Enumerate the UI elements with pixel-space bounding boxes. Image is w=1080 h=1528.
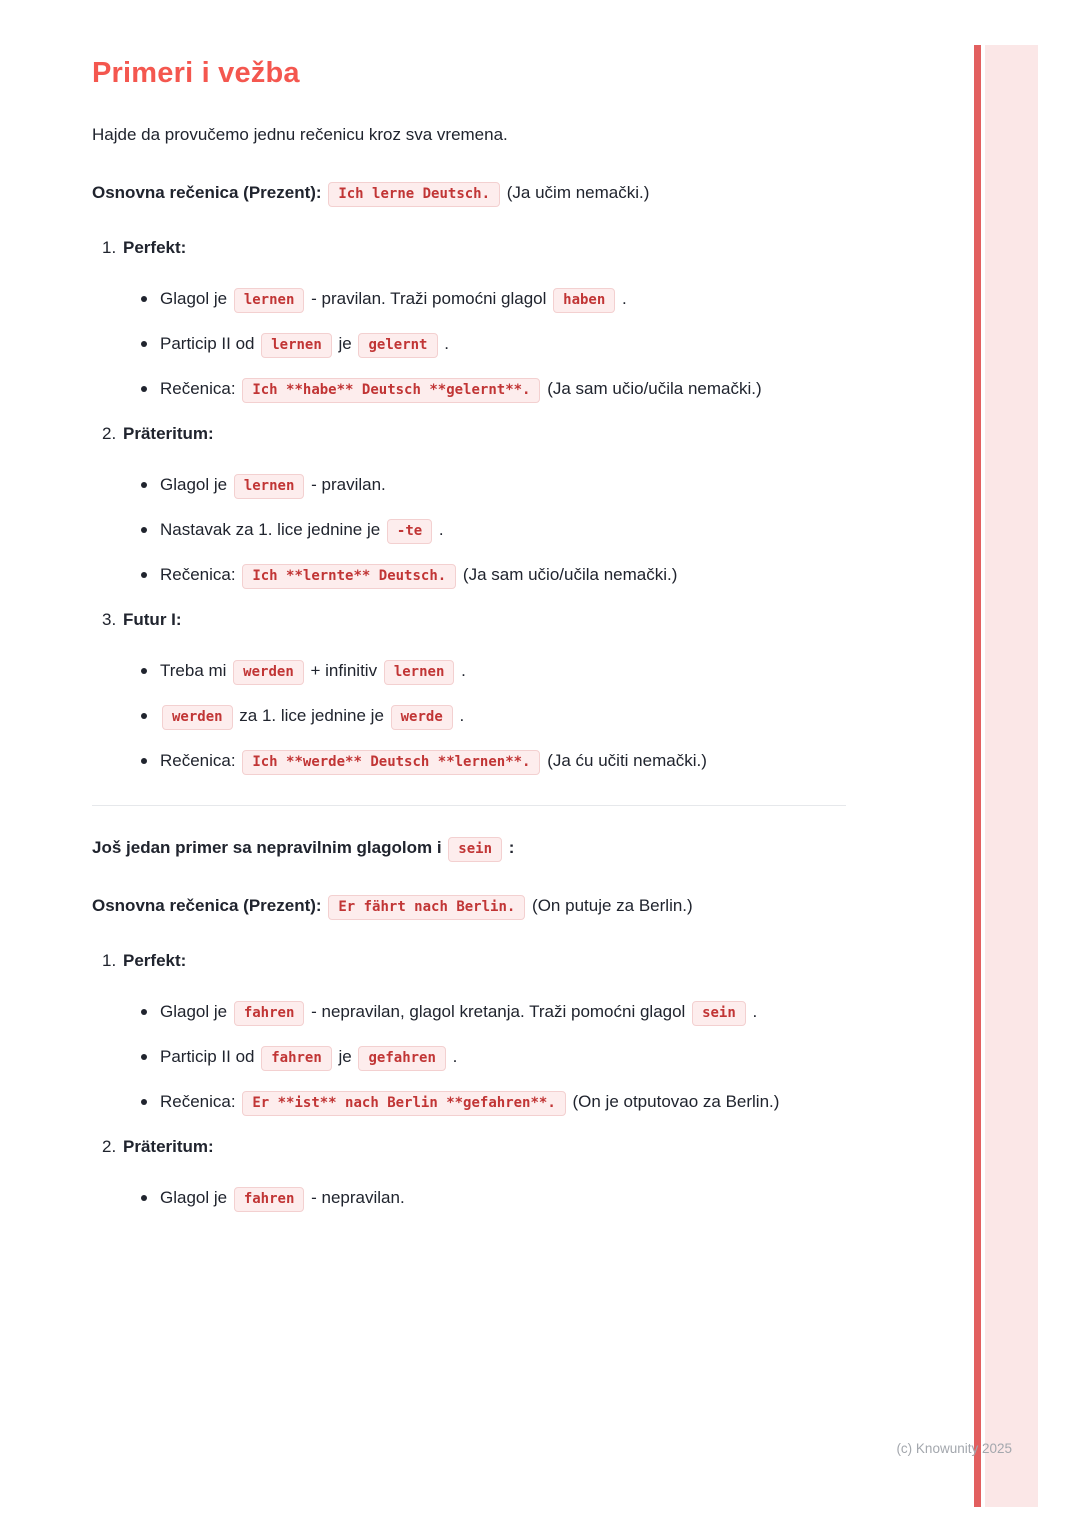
text-run: Rečenica: (160, 1091, 241, 1111)
ordered-list (92, 948, 846, 1214)
list-item-heading (102, 1134, 846, 1160)
text-run: . (454, 705, 465, 725)
text-run: . (434, 519, 444, 539)
text-run: Rečenica: (160, 378, 241, 398)
inline-code-chip: fahren (261, 1046, 332, 1072)
list-item-heading (102, 607, 846, 633)
list-item-number: 1. (102, 237, 117, 257)
inline-code-chip: Ich **werde** Deutsch **lernen**. (242, 750, 540, 776)
list-item-number: 2. (102, 1136, 117, 1156)
text-run: Nastavak za 1. lice jednine je (160, 519, 385, 539)
inline-code-chip: lernen (261, 333, 332, 359)
list-item-label: Perfekt: (123, 950, 187, 970)
bullet-list (138, 469, 846, 591)
bullet-item (138, 700, 846, 732)
text-run: Glagol je (160, 288, 232, 308)
section-divider (92, 805, 846, 806)
text-run: (On putuje za Berlin.) (527, 895, 693, 915)
bold-text: Osnovna rečenica (Prezent): (92, 895, 327, 915)
list-item-heading (102, 421, 846, 447)
bullet-item (138, 1182, 846, 1214)
paragraph (92, 119, 846, 151)
text-run: (Ja ću učiti nemački.) (542, 750, 707, 770)
list-item-heading (102, 235, 846, 261)
text-run: . (456, 660, 466, 680)
list-item (92, 948, 846, 1118)
bullet-item (138, 469, 846, 501)
inline-code-chip: Ich **lernte** Deutsch. (242, 564, 456, 590)
inline-code-chip: -te (387, 519, 432, 545)
bold-text: Osnovna rečenica (Prezent): (92, 182, 327, 202)
text-run: (Ja sam učio/učila nemački.) (458, 564, 678, 584)
paragraph (92, 177, 846, 209)
copyright-footer: (c) Knowunity 2025 (896, 1441, 1012, 1456)
inline-code-chip: haben (553, 288, 615, 314)
text-run: je (333, 333, 357, 353)
bullet-item (138, 514, 846, 546)
bullet-list (138, 996, 846, 1118)
bullet-item (138, 1041, 846, 1073)
ordered-list (92, 235, 846, 777)
text-run: . (439, 333, 449, 353)
bold-text: Još jedan primer sa nepravilnim glagolom i (92, 837, 447, 857)
bullet-item (138, 745, 846, 777)
inline-code-chip: gelernt (358, 333, 437, 359)
bullet-list (138, 655, 846, 777)
text-run: Hajde da provučemo jednu rečenicu kroz sva vremena. (92, 124, 508, 144)
bullet-list (138, 283, 846, 405)
inline-code-chip: fahren (234, 1001, 305, 1027)
inline-code-chip: werden (233, 660, 304, 686)
text-run: . (447, 1046, 458, 1066)
text-run: Glagol je (160, 1001, 232, 1021)
inline-code-chip: Er fährt nach Berlin. (328, 895, 525, 921)
text-run: (On je otputovao za Berlin.) (567, 1091, 780, 1111)
inline-code-chip: Ich lerne Deutsch. (328, 182, 500, 208)
text-run: . (747, 1001, 758, 1021)
list-item-heading (102, 948, 846, 974)
list-item-label: Präteritum: (123, 1136, 214, 1156)
inline-code-chip: sein (448, 837, 502, 863)
list-item-number: 1. (102, 950, 117, 970)
document-content (92, 119, 846, 1214)
inline-code-chip: gefahren (358, 1046, 445, 1072)
text-run: Rečenica: (160, 750, 241, 770)
list-item (92, 1134, 846, 1214)
bullet-item (138, 1086, 846, 1118)
list-item-label: Futur I: (123, 609, 182, 629)
text-run: - pravilan. Traži pomoćni glagol (306, 288, 552, 308)
text-run: Particip II od (160, 333, 260, 353)
page-accent-line (974, 45, 981, 1507)
text-run: Particip II od (160, 1046, 260, 1066)
bullet-item (138, 373, 846, 405)
list-item-label: Präteritum: (123, 423, 214, 443)
inline-code-chip: fahren (234, 1187, 305, 1213)
bullet-item (138, 559, 846, 591)
bullet-item (138, 328, 846, 360)
list-item (92, 421, 846, 591)
inline-code-chip: Er **ist** nach Berlin **gefahren**. (242, 1091, 565, 1117)
bullet-item (138, 655, 846, 687)
page-accent-band (985, 45, 1038, 1507)
text-run: za 1. lice jednine je (234, 705, 389, 725)
list-item-number: 3. (102, 609, 117, 629)
bold-text: : (504, 837, 515, 857)
bullet-list (138, 1182, 846, 1214)
text-run: - nepravilan, glagol kretanja. Traži pomoćni glagol (306, 1001, 691, 1021)
text-run: - pravilan. (306, 474, 386, 494)
inline-code-chip: sein (692, 1001, 746, 1027)
inline-code-chip: werde (391, 705, 453, 731)
document-page (92, 42, 846, 1227)
inline-code-chip: lernen (384, 660, 455, 686)
text-run: Glagol je (160, 474, 232, 494)
list-item (92, 607, 846, 777)
text-run: + infinitiv (305, 660, 382, 680)
text-run: Glagol je (160, 1187, 232, 1207)
list-item-number: 2. (102, 423, 117, 443)
list-item-label: Perfekt: (123, 237, 187, 257)
text-run: Rečenica: (160, 564, 241, 584)
list-item (92, 235, 846, 405)
inline-code-chip: Ich **habe** Deutsch **gelernt**. (242, 378, 540, 404)
inline-code-chip: lernen (234, 288, 305, 314)
text-run: (Ja sam učio/učila nemački.) (542, 378, 762, 398)
inline-code-chip: werden (162, 705, 233, 731)
inline-code-chip: lernen (234, 474, 305, 500)
text-run: (Ja učim nemački.) (502, 182, 650, 202)
paragraph (92, 832, 846, 864)
bullet-item (138, 996, 846, 1028)
page-title: Primeri i vežba (92, 57, 300, 89)
text-run: je (333, 1046, 357, 1066)
text-run: Treba mi (160, 660, 232, 680)
paragraph (92, 890, 846, 922)
text-run: . (617, 288, 627, 308)
bullet-item (138, 283, 846, 315)
text-run: - nepravilan. (306, 1187, 405, 1207)
